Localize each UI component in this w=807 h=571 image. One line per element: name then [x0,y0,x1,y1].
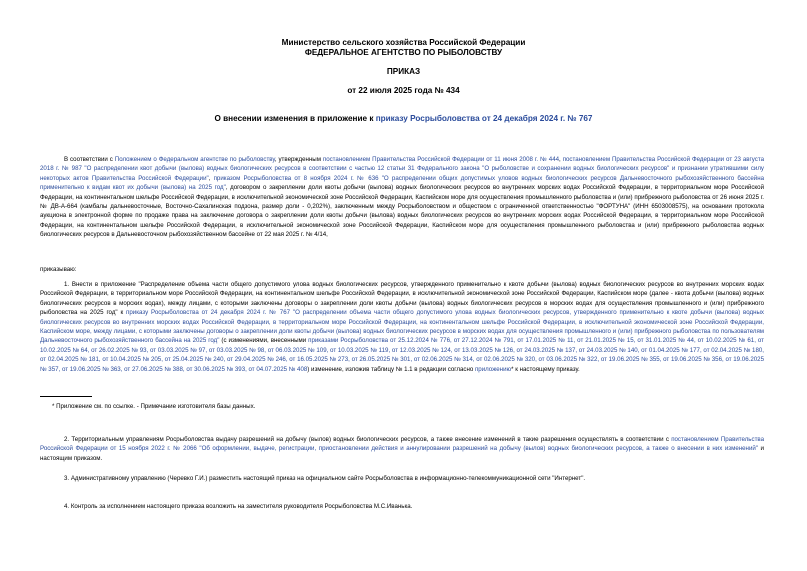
title-order-link[interactable]: приказу Росрыболовства от 24 декабря 2024 г. № 767 [375,114,593,123]
clause-3: 3. Административному управлению (Черевко Г.И.) разместить настоящий приказ на официальном сайте Росрыболовства в информационно-телекоммуникационной сети "Интернет". [64,475,586,482]
preamble-text-2: , утвержденным [274,156,323,163]
decree-2066-link[interactable]: постановлением Правительства Российской Федерации от 15 ноября 2022 г. № 2066 "Об оформлении, выдаче, регистрации, приостановлении действия и аннулировании разрешений на добычу (вылов) водных биологических ресурсов, а также о внесении в них изменений" [40,436,764,453]
order-767-link[interactable]: приказу Росрыболовства от 24 декабря 2024 г. № 767 "О распределении объема части общего допустимого улова водных биологических ресурсов, утвержденного применительно к квоте добычи (вылова) водных биологических ресурсов во внутренних морских водах Российской Федерации, в территориальном море Российской Федерации, на континентальном шельфе Российской Федерации, в исключительной экономической зоне Российской Федерации, Каспийском море, между лицами, с которыми заключены договоры о закреплении доли квоты добычи (вылова) водных биологических ресурсов в морских водах для осуществления промышленного и (или) прибрежного рыболовства по пользователям Дальневосточного рыбохозяйственного бассейна на 2025 год" [40,309,764,345]
preamble-text-3: , [559,156,563,163]
appendix-link[interactable]: приложению [474,365,512,373]
title-prefix: О внесении изменения в приложение к [214,114,376,123]
clause-1-text-4: * к настоящему приказу. [511,365,580,373]
clause-1-text-1: 1. Внести в приложение "Распределение объема части общего допустимого улова водных биологических ресурсов, утвержденного применительно к квоте добычи (вылова) водных биологических ресурсов во внутренних морских водах Российской Федерации, в территориальном море Российской Федерации, на континентальном шельфе Российской Федерации, в исключительной экономической зоне Российской Федерации, Каспийском море (далее - квота добычи (вылова) водных биологических ресурсов в морских водах), между лицами, с которыми заключены договоры о закреплении доли квоты добычи (вылова) водных биологических ресурсов в морских водах для осуществления промышленного и (или) прибрежного рыболовства на 2025 год" к [40,281,764,317]
preamble-text-5: , договором о закреплении доли квоты добычи (вылова) водных биологических ресурсов во внутренних морских водах Российской Федерации, в территориальном море Российской Федерации, на континентальном шельфе Российской Федерации, в исключительной экономической зоне Российской Федерации, Каспийском море для осуществления промышленного рыболовства и (или) прибрежного рыболовства от 26 июня 2025 г. № ДВ-А-664 (камбалы дальневосточные, Восточно-Сахалинская подзона, размер доли - 0,202%), заключенным между Росрыболовством и обществом с ограниченной ответственностью "ФОРТУНА" (ИНН 6503008575), на основании протокола аукциона в электронной форме по продаже права на заключение договора о закреплении доли квоты добычи (вылова) водных биологических ресурсов во внутренних морских водах Российской Федерации, в территориальном море Российской Федерации, на континентальном шельфе Российской Федерации, в исключительной экономической зоне Российской Федерации, Каспийском море для осуществления промышленного рыболовства и (или) прибрежного рыболовства водных биологических ресурсов в Дальневосточном рыбохозяйственном бассейне от 22 мая 2025 г. № 4/14, [40,184,764,239]
clause-1 [40,280,764,374]
document-title [0,114,807,124]
amending-orders-link[interactable]: приказами Росрыболовства от 25.12.2024 № 776, от 27.12.2024 № 791, от 17.01.2025 № 11, от 21.01.2025 № 15, от 31.01.2025 № 44, от 10.02.2025 № 61, от 10.02.2025 № 64, от 26.02.2025 № 93, от 03.03.2025 № 97, от 03.03.2025 № 98, от 06.03.2025 № 109, от 10.03.2025 № 119, от 12.03.2025 № 124, от 13.03.2025 № 126, от 24.03.2025 № 137, от 24.03.2025 № 140, от 01.04.2025 № 177, от 02.04.2025 № 180, от 02.04.2025 № 181, от 10.04.2025 № 205, от 25.04.2025 № 240, от 29.04.2025 № 246, от 16.05.2025 № 273, от 26.05.2025 № 301, от 02.06.2025 № 314, от 02.06.2025 № 320, от 03.06.2025 № 322, от 19.06.2025 № 355, от 19.06.2025 № 356, от 19.06.2025 № 357, от 19.06.2025 № 363, от 27.06.2025 № 388, от 30.06.2025 № 393, от 04.07.2025 № 408 [40,337,764,373]
issuer-header [0,38,807,58]
clause-1-text-3: ) изменение, изложив таблицу № 1.1 в редакции согласно [307,365,475,373]
clause-1-text-2: (с изменениями, внесенными [219,337,309,345]
ministry-name: Министерство сельского хозяйства Российской Федерации [281,38,526,47]
regulation-link[interactable]: Положением о Федеральном агентстве по рыболовству [114,156,275,163]
clause-2 [40,435,764,463]
clause-4: 4. Контроль за исполнением настоящего приказа возложить на заместителя руководителя Росрыболовства М.С.Иванька. [64,503,413,510]
decree-444-link[interactable]: постановлением Правительства Российской Федерации от 11 июня 2008 г. № 444 [322,156,560,163]
document-date-number: от 22 июля 2025 года № 434 [347,86,460,95]
preamble-paragraph [40,155,764,240]
preamble-text-4: , [208,174,214,182]
clause-2-text-1: 2. Территориальным управлениям Росрыболовства выдачу разрешений на добычу (вылов) водных биологических ресурсов, а также внесение изменений в такие разрешения осуществлять в соответствии с [64,436,672,443]
agency-name: ФЕДЕРАЛЬНОЕ АГЕНТСТВО ПО РЫБОЛОВСТВУ [304,48,503,57]
order-636-link[interactable]: приказом Росрыболовства от 8 ноября 2024 г. № 636 "О распределении общих допустимых уловов водных биологических ресурсов Дальневосточного рыбохозяйственного бассейна применительно к видам квот их добычи (вылова) на 2025 год" [40,174,764,192]
preamble-text-1: В соответствии с [64,156,115,163]
document-type: ПРИКАЗ [386,67,421,76]
footnote-divider [40,396,92,397]
clause-2-text-2: и настоящим приказом. [40,445,764,462]
order-statement: приказываю: [40,266,77,273]
footnote: * Приложение см. по ссылке. - Примечание изготовителя базы данных. [52,403,256,410]
decree-987-link[interactable]: постановлением Правительства Российской Федерации от 23 августа 2018 г. № 987 "О распределении квот добычи (вылова) водных биологических ресурсов в соответствии с частью 12 статьи 31 Федерального закона "О рыболовстве и сохранении водных биологических ресурсов" и признании утратившими силу некоторых актов Правительства Российской Федерации" [40,156,764,182]
